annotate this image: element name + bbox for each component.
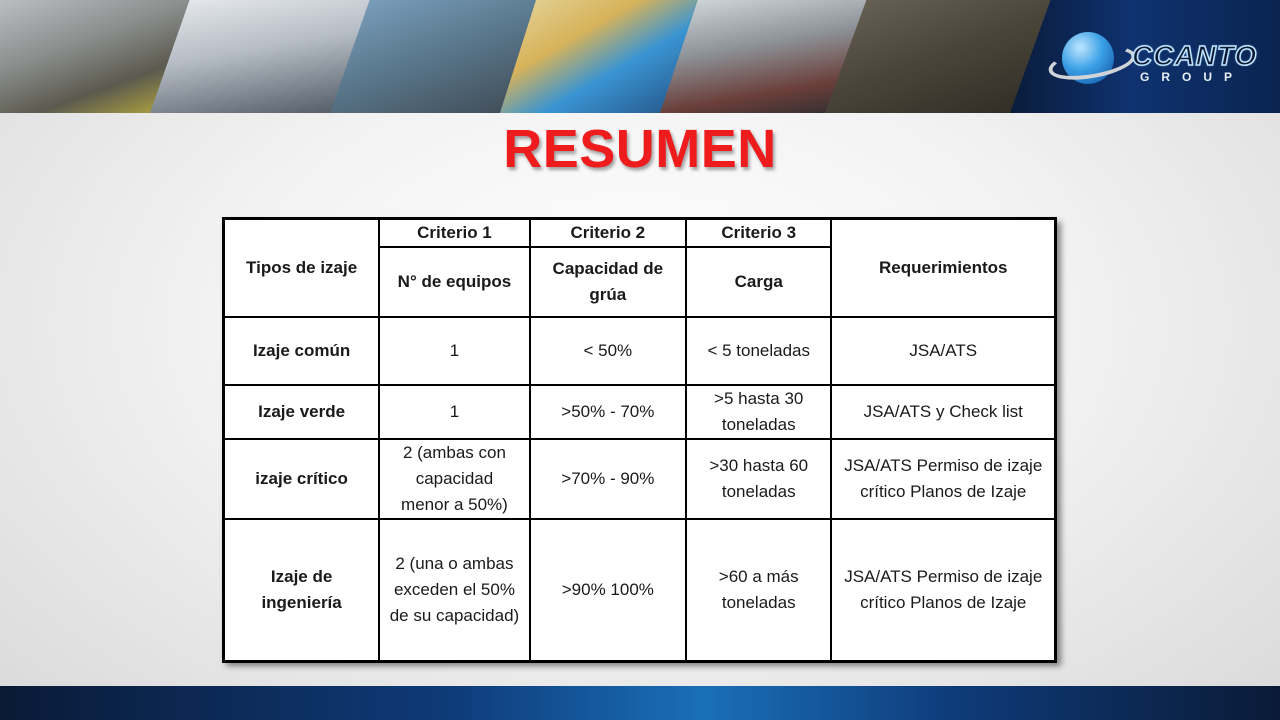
row-carga: < 5 toneladas: [686, 317, 832, 385]
table-row: [224, 519, 1056, 661]
table-row: [224, 439, 1056, 519]
header-requerimientos: Requerimientos: [831, 219, 1055, 318]
row-equipos: 2 (ambas con capacidad menor a 50%): [379, 439, 529, 519]
row-capacidad: < 50%: [530, 317, 686, 385]
row-capacidad: >90% 100%: [530, 519, 686, 661]
header-criterio-2: Criterio 2: [530, 219, 686, 248]
header-criterio-3: Criterio 3: [686, 219, 832, 248]
header-criterio-1: Criterio 1: [379, 219, 529, 248]
table-row: [224, 317, 1056, 385]
footer-bar: [0, 686, 1280, 720]
row-capacidad: >50% - 70%: [530, 385, 686, 439]
logo-subtitle: GROUP: [1140, 70, 1245, 84]
summary-table-container: [222, 217, 1057, 661]
row-capacidad: >70% - 90%: [530, 439, 686, 519]
table-row: [224, 385, 1056, 439]
row-requerimientos: JSA/ATS Permiso de izaje crítico Planos de Izaje: [831, 519, 1055, 661]
row-equipos: 1: [379, 385, 529, 439]
slide-title: RESUMEN: [503, 119, 777, 179]
subheader-equipos: N° de equipos: [379, 247, 529, 317]
row-carga: >30 hasta 60 toneladas: [686, 439, 832, 519]
row-tipo: Izaje de ingeniería: [224, 519, 380, 661]
row-tipo: izaje crítico: [224, 439, 380, 519]
row-requerimientos: JSA/ATS Permiso de izaje crítico Planos de Izaje: [831, 439, 1055, 519]
row-requerimientos: JSA/ATS: [831, 317, 1055, 385]
row-carga: >5 hasta 30 toneladas: [686, 385, 832, 439]
subheader-carga: Carga: [686, 247, 832, 317]
logo-name: CCANTO: [1132, 40, 1258, 71]
row-equipos: 1: [379, 317, 529, 385]
row-carga: >60 a más toneladas: [686, 519, 832, 661]
header-tipos: Tipos de izaje: [224, 219, 380, 318]
company-logo: [1048, 26, 1258, 96]
row-tipo: Izaje común: [224, 317, 380, 385]
subheader-capacidad: Capacidad de grúa: [530, 247, 686, 317]
table-header-row: [224, 219, 1056, 248]
row-requerimientos: JSA/ATS y Check list: [831, 385, 1055, 439]
row-equipos: 2 (una o ambas exceden el 50% de su capacidad): [379, 519, 529, 661]
summary-table: [222, 217, 1057, 663]
row-tipo: Izaje verde: [224, 385, 380, 439]
